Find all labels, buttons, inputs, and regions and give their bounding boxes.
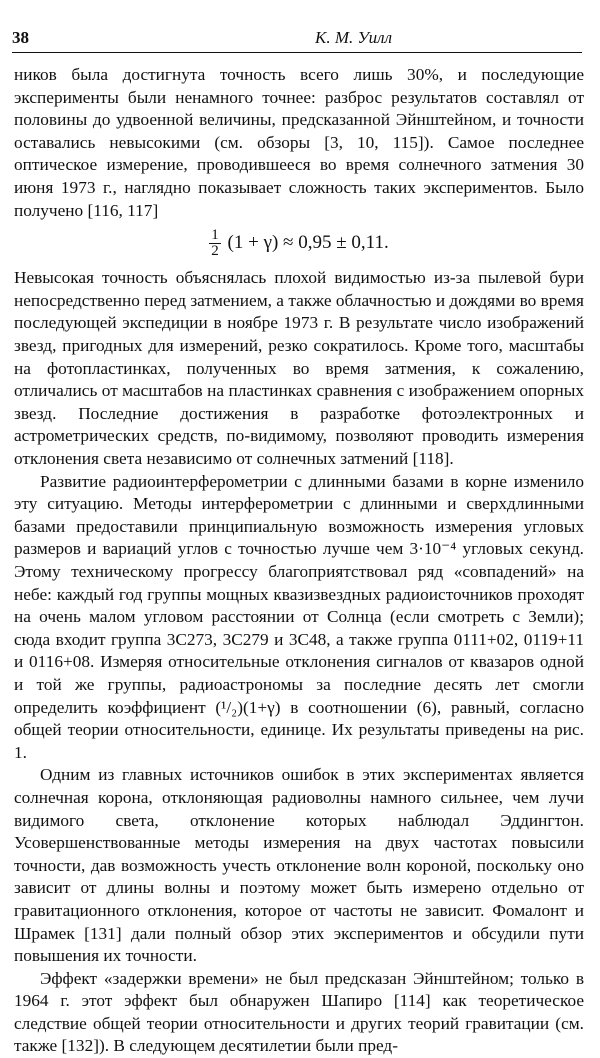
formula-numerator: 1	[211, 227, 219, 244]
paragraph-4: Одним из главных источников ошибок в этих экспериментах является солнечная корона, отклоняющая радиоволны намного сильнее, чем лучи видимого света, отклонение которых наблюдал Эддингтон. Усовершенствованные методы измерения на двух частотах повысили точности, дав возможность учесть отклонение волн короной, поскольку оно зависит от длины волны и поэтому может быть измерено отдельно от гравитационного отклонения, которое от частоты не зависит. Фомалонт и Шрамек [131] дали полный обзор этих экспериментов и обсудили пути повышения их точности.	[14, 765, 584, 966]
formula-denominator: 2	[211, 243, 219, 260]
formula-expression: (1 + γ) ≈ 0,95 ± 0,11.	[227, 232, 389, 254]
paragraph-5: Эффект «задержки времени» не был предсказан Эйнштейном; только в 1964 г. этот эффект был обнаружен Шапиро [114] как теоретическое следствие общей теории относительности и других теорий гравитации (см. также [132]). В следующем десятилетии были пред-	[14, 968, 584, 1056]
page-number: 38	[12, 28, 29, 47]
page-body	[14, 64, 584, 1058]
header-rule	[12, 52, 582, 53]
paragraph-2: Невысокая точность объяснялась плохой видимостью из-за пылевой бури непосредственно перед затмением, а также облачностью и дождями во время последующей экспедиции в ноябре 1973 г. В результате число изображений звезд, пригодных для измерений, резко сократилось. Кроме того, масштабы на фотопластинках, полученных во время затмения, к сожалению, отличались от масштабов на пластинках сравнения с изображением опорных звезд. Последние достижения в разработке фотоэлектронных и астрометрических средств, по-видимому, позволяют проводить измерения отклонения света независимо от солнечных затмений [118].	[14, 268, 584, 469]
formula	[14, 228, 584, 259]
running-head: К. М. Уилл	[315, 28, 392, 47]
paragraph-1: ников была достигнута точность всего лишь 30%, и последующие эксперименты были ненамного точнее: разброс результатов составлял от половины до удвоенной величины, предсказанной Эйнштейном, и точности оставались невысокими (см. обзоры [3, 10, 115]). Самое последнее оптическое измерение, проводившееся во время солнечного затмения 30 июня 1973 г., наглядно показывает сложность таких экспериментов. Было получено [116, 117]	[14, 65, 584, 220]
formula-fraction	[209, 228, 221, 259]
page-header	[12, 28, 582, 52]
paragraph-3: Развитие радиоинтерферометрии с длинными базами в корне изменило эту ситуацию. Методы интерферометрии с длинными и сверхдлинными базами предоставили принципиальную возможность измерения угловых размеров и вариаций углов с точностью лучше чем 3·10⁻⁴ угловых секунд. Этому техническому прогрессу благоприятствовал ряд «совпадений» на небе: каждый год группы мощных квазизвездных радиоисточников проходят на очень малом угловом расстоянии от Солнца (если смотреть с Земли); сюда входит группа 3С273, 3С279 и 3С48, а также группа 0111+02, 0119+11 и 0116+08. Измеряя относительные отклонения сигналов от квазаров одной и той же группы, радиоастрономы за последние десять лет смогли определить коэффициент (¹/₂)(1+γ) в соотношении (6), равный, согласно общей теории относительности, единице. Их результаты приведены на рис. 1.	[14, 471, 584, 762]
